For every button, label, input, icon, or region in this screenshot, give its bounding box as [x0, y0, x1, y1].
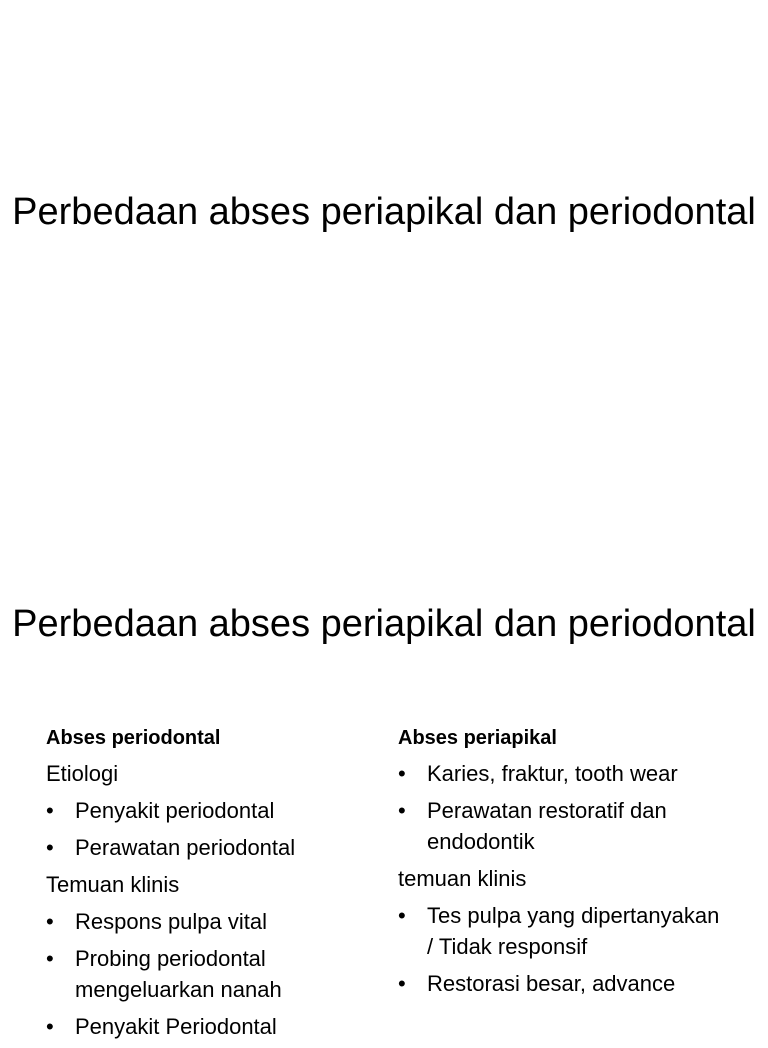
- bullet-icon: •: [398, 971, 406, 996]
- bullet-icon: •: [46, 798, 54, 823]
- list-etiologi-periodontal: [46, 795, 346, 863]
- list-item-text: Probing periodontal mengeluarkan nanah: [75, 946, 282, 1002]
- section-label-temuan-klinis: Temuan klinis: [46, 872, 180, 897]
- bullet-icon: •: [398, 798, 406, 823]
- slide-2-title: Perbedaan abses periapikal dan periodontal: [12, 603, 756, 645]
- bullet-icon: •: [398, 761, 406, 786]
- list-item: [46, 1011, 346, 1042]
- column-periapikal: [398, 724, 728, 1005]
- column-heading-periodontal: Abses periodontal: [46, 727, 221, 749]
- list-etiologi-periapikal: [398, 758, 728, 857]
- list-item-text: Perawatan periodontal: [75, 835, 296, 860]
- list-item-text: Penyakit periodontal: [75, 798, 275, 823]
- list-temuan-periodontal: [46, 906, 346, 1042]
- slide-1-title: Perbedaan abses periapikal dan periodontal: [12, 191, 756, 233]
- list-item: [46, 906, 346, 937]
- list-item-text: Respons pulpa vital: [75, 909, 268, 934]
- bullet-icon: •: [46, 835, 54, 860]
- list-item: [398, 968, 728, 999]
- bullet-icon: •: [398, 903, 406, 928]
- bullet-icon: •: [46, 909, 54, 934]
- list-item-text: Tes pulpa yang dipertanyakan / Tidak responsif: [427, 903, 720, 959]
- list-item: [46, 832, 346, 863]
- list-item: [46, 795, 346, 826]
- list-item: [398, 758, 728, 789]
- column-heading-periapikal: Abses periapikal: [398, 727, 557, 749]
- list-item-text: Restorasi besar, advance: [427, 971, 676, 996]
- section-label-temuan-klinis: temuan klinis: [398, 866, 527, 891]
- list-item-text: Karies, fraktur, tooth wear: [427, 761, 678, 786]
- section-label-etiologi: Etiologi: [46, 761, 119, 786]
- list-temuan-periapikal: [398, 900, 728, 999]
- list-item-text: Perawatan restoratif dan endodontik: [427, 798, 667, 854]
- column-periodontal: [46, 724, 346, 1048]
- list-item: [398, 900, 728, 962]
- list-item: [398, 795, 728, 857]
- slide-2: [0, 566, 768, 1039]
- bullet-icon: •: [46, 1014, 54, 1039]
- list-item-text: Penyakit Periodontal: [75, 1014, 277, 1039]
- bullet-icon: •: [46, 946, 54, 971]
- list-item: [46, 943, 346, 1005]
